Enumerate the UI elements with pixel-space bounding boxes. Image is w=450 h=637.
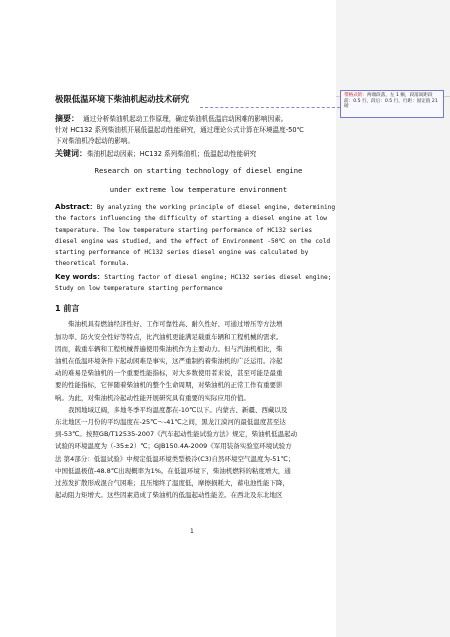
p1-line-1: 柴油机具有燃油经济性好、工作可靠性高、耐久性好、可通过增压等方法增: [68, 320, 283, 329]
english-title-line-2: under extreme low temperature environment: [109, 185, 288, 194]
p2-line-8: 起动阻力矩增大。这些因素造成了柴油机的低温起动性能差。在西北及东北地区: [55, 491, 283, 500]
p2-line-6: 中国低温极值-48.8℃出现概率为1%。在低温环境下，柴油机燃料的粘度增大，通: [55, 466, 291, 475]
keywords-en: [55, 271, 336, 295]
keywords-cn-label: 关键词：: [55, 149, 87, 158]
keywords-en-line-1: Starting factor of diesel engine; HC132 series diesel engine;: [104, 273, 332, 281]
abstract-en-line-6: theoretical formula.: [55, 260, 130, 268]
format-comment-balloon[interactable]: [340, 90, 444, 118]
section-1-paragraph-2: [55, 404, 336, 502]
abstract-en-line-4: diesel engine was studied, and the effect of Environment -50℃ on the cold: [55, 237, 331, 245]
page-number: 1: [190, 528, 194, 535]
keywords-en-label: Key words：: [55, 271, 105, 281]
p2-line-4: 试验的环境温度为（-35±2）℃；GJB150.4A-2009《军用装备实验室环境试验方: [55, 442, 292, 451]
section-1-heading: 1 前言: [55, 304, 80, 314]
keywords-cn: [55, 148, 336, 160]
abstract-cn-line-3: 下对柴油机冷起动的影响。: [55, 137, 135, 145]
abstract-en-line-1: By analyzing the working principle of diesel engine, determining: [96, 204, 336, 211]
p2-line-3: 到-53℃。按照GB/T12535-2007《汽车起动性能试验方法》规定，柴油机低温起动: [55, 430, 298, 439]
abstract-en-line-3: temperature. The low temperature starting performance of HC132 series: [55, 226, 313, 234]
comment-label: 带格式的：: [344, 93, 367, 98]
abstract-en-label: Abstract：: [55, 202, 97, 211]
p2-line-5: 法 第4部分：低温试验》中规定低温环境类型极冷(C3)自然环境空气温度为-51℃；: [55, 454, 295, 463]
p2-line-2: 东北地区一月份的平均温度在-25℃～-41℃之间，黑龙江漠河的最低温度甚至达: [55, 418, 286, 426]
document-body: [55, 92, 336, 501]
comment-text: 两端段落，左 1 额，段落间距段前：0.5 行，段后：0.5 行，行距：固定值 21 磅: [344, 93, 438, 110]
abstract-cn-line-1: 通过分析柴油机起动工作原理，确定柴油机低温启动困难的影响因素。: [83, 115, 288, 123]
p1-line-4: 油机在低温环境条件下起动困难是事实，这严重制约着柴油机的广泛运用。冷起: [55, 356, 283, 365]
p1-line-7: 响。为此，对柴油机冷起动性能开展研究具有重要的实际应用价值。: [55, 393, 250, 402]
p1-line-6: 要的性能指标，它伴随着柴油机的整个生命周期，对柴油机的正常工作有重要影: [55, 381, 283, 390]
p2-line-7: 过蒸发扩散形成混合气困难；且压缩终了温度低，摩擦损耗大，蓄电池性能下降，: [55, 479, 289, 488]
abstract-en-line-2: the factors influencing the difficulty of starting a diesel engine at low: [55, 215, 327, 223]
abstract-cn-label: 摘要：: [55, 114, 79, 123]
abstract-cn-line-2: 针对 HC132 系列柴油机开展低温起动性能研究，通过理论公式计算在环境温度-50℃: [55, 126, 304, 134]
abstract-en: [55, 201, 336, 270]
p1-line-2: 加功率、防火安全性好等特点，比汽油机更能满足载重车辆和工程机械的需求。: [55, 332, 283, 341]
abstract-cn: [55, 113, 336, 147]
p1-line-3: 因而，载重车辆和工程机械普遍使用柴油机作为主要动力。但与汽油机相比，柴: [55, 344, 283, 353]
p2-line-1: 我国地域辽阔，多地冬季平均温度都在-10℃以下。内蒙古、新疆、西藏以及: [68, 405, 288, 414]
p1-line-5: 动的难易是柴油机的一个重要性能指标，对大多数使用者来说，甚至可能是最重: [55, 369, 283, 378]
section-1-paragraph-1: [55, 318, 336, 403]
page-title: 极限低温环境下柴油机起动技术研究: [55, 94, 189, 104]
abstract-en-line-5: starting performance of HC132 series diesel engine was calculated by: [55, 249, 309, 257]
english-title-line-1: Research on starting technology of diesel engine: [94, 166, 303, 175]
keywords-en-line-2: Study on low temperature starting performance: [55, 285, 223, 293]
keywords-cn-text: 柴油机起动因素；HC132 系列柴油机；低温起动性能研究: [87, 150, 257, 158]
